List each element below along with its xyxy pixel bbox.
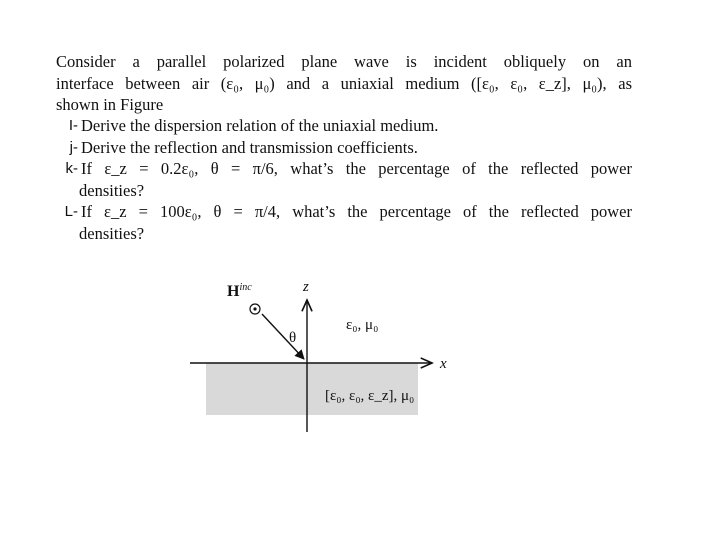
- item-continuation: densities?: [79, 180, 145, 200]
- lower-medium-label: [ε₀, ε₀, ε_z], μ₀: [325, 388, 415, 404]
- item-continuation: densities?: [79, 223, 145, 243]
- h-inc-label: $H^{inc}$: [227, 282, 252, 300]
- item-marker: I-: [68, 117, 78, 134]
- intro-line-1: Consider a parallel polarized plane wave is incident obliquely on an: [56, 52, 632, 71]
- item-text: If ε_z = 0.2ε₀, θ = π/6, what’s the percentage of the reflected power: [81, 159, 632, 178]
- incident-wave-arrow: [262, 314, 304, 359]
- h-field-out-of-page-icon: [250, 304, 260, 314]
- item-text: Derive the reflection and transmission coefficients.: [81, 137, 418, 157]
- z-axis-label: z: [303, 279, 309, 295]
- theta-label: θ: [289, 330, 297, 346]
- intro-line-2: interface between air (ε₀, μ₀) and a uniaxial medium ([ε₀, ε₀, ε_z], μ₀), as: [56, 73, 632, 93]
- intro-line-3: shown in Figure: [56, 95, 164, 114]
- upper-medium-label: ε₀, μ₀: [346, 317, 379, 333]
- item-text: Derive the dispersion relation of the uniaxial medium.: [81, 116, 439, 135]
- item-marker: j-: [69, 138, 78, 156]
- x-axis-label: x: [440, 356, 447, 372]
- item-marker: k-: [65, 160, 78, 177]
- item-marker: L-: [64, 203, 78, 220]
- item-text: If ε_z = 100ε₀, θ = π/4, what’s the percentage of the reflected power: [81, 202, 632, 221]
